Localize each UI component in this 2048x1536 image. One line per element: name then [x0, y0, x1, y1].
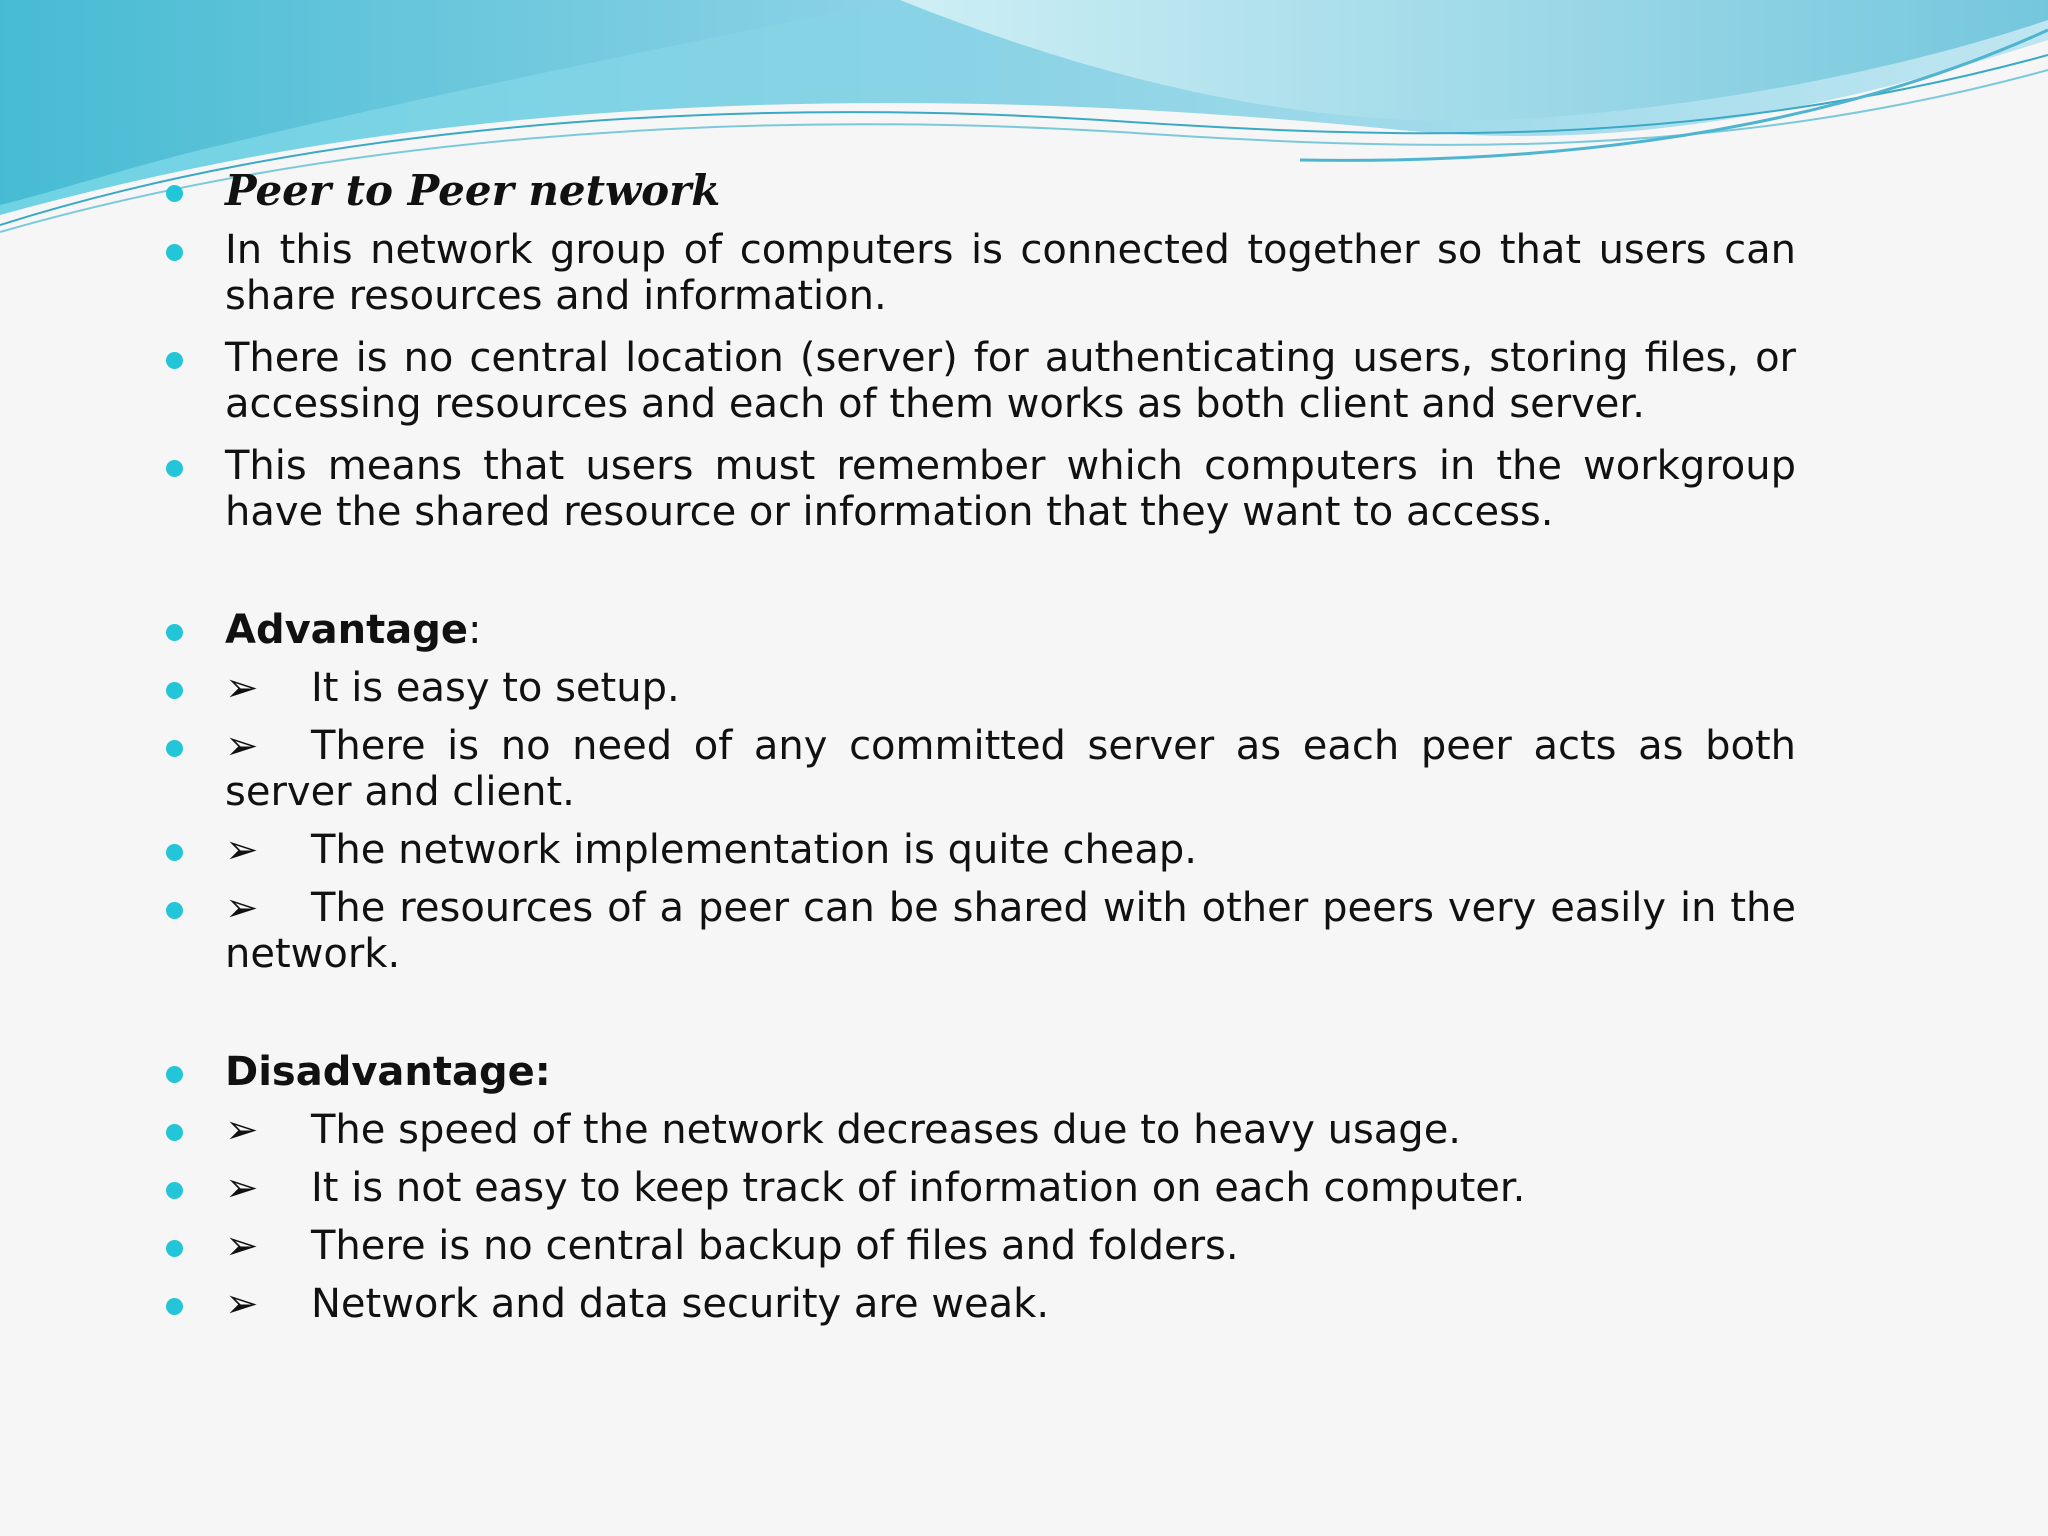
- bullet-dot: [166, 902, 183, 919]
- arrow-bullet-icon: ➢: [225, 1165, 259, 1211]
- advantage-heading-item: [160, 607, 1796, 653]
- bullet-dot: [166, 624, 183, 641]
- bullet-dot: [166, 244, 183, 261]
- advantage-text: There is no need of any committed server as each peer acts as both server and client.: [225, 723, 1796, 815]
- disadvantage-item: [160, 1107, 1796, 1153]
- arrow-bullet-icon: ➢: [225, 1281, 259, 1327]
- bullet-dot: [166, 1066, 183, 1083]
- intro-text: There is no central location (server) for authenticating users, storing files, or accessing resources and each of them works as both client and server.: [225, 335, 1796, 427]
- arrow-bullet-icon: ➢: [225, 723, 259, 769]
- arrow-bullet-icon: ➢: [225, 1107, 259, 1153]
- disadvantage-item: [160, 1223, 1796, 1269]
- advantage-heading: Advantage: [225, 607, 469, 653]
- bullet-dot: [166, 460, 183, 477]
- advantage-item: [160, 827, 1796, 873]
- intro-text: This means that users must remember which computers in the workgroup have the shared resource or information that they want to access.: [225, 443, 1796, 535]
- advantage-item: [160, 885, 1796, 977]
- bullet-dot: [166, 1124, 183, 1141]
- arrow-bullet-icon: ➢: [225, 885, 259, 931]
- disadvantage-item: [160, 1165, 1796, 1211]
- list-item-title: [160, 168, 1796, 215]
- bullet-dot: [166, 1240, 183, 1257]
- advantage-text: The resources of a peer can be shared with other peers very easily in the network.: [225, 885, 1796, 977]
- bullet-dot: [166, 1298, 183, 1315]
- list-item: [160, 335, 1796, 427]
- advantage-item: [160, 723, 1796, 815]
- advantage-item: [160, 665, 1796, 711]
- list-item: [160, 443, 1796, 535]
- slide-title: Peer to Peer network: [225, 166, 721, 215]
- disadvantage-item: [160, 1281, 1796, 1327]
- advantage-text: The network implementation is quite cheap.: [311, 827, 1198, 873]
- arrow-bullet-icon: ➢: [225, 827, 259, 873]
- bullet-dot: [166, 352, 183, 369]
- bullet-dot: [166, 844, 183, 861]
- disadvantage-text: Network and data security are weak.: [311, 1281, 1050, 1327]
- bullet-dot: [166, 740, 183, 757]
- advantage-text: It is easy to setup.: [311, 665, 680, 711]
- disadvantage-heading-item: [160, 1049, 1796, 1095]
- disadvantage-text: It is not easy to keep track of information on each computer.: [311, 1165, 1526, 1211]
- arrow-bullet-icon: ➢: [225, 665, 259, 711]
- bullet-dot: [166, 682, 183, 699]
- list-item: [160, 227, 1796, 319]
- disadvantage-text: The speed of the network decreases due to heavy usage.: [311, 1107, 1462, 1153]
- disadvantage-text: There is no central backup of files and folders.: [311, 1223, 1239, 1269]
- arrow-bullet-icon: ➢: [225, 1223, 259, 1269]
- bullet-dot: [166, 185, 183, 202]
- disadvantage-heading: Disadvantage:: [225, 1049, 551, 1095]
- advantage-heading-colon: :: [468, 607, 482, 653]
- bullet-dot: [166, 1182, 183, 1199]
- intro-text: In this network group of computers is connected together so that users can share resources and information.: [225, 227, 1796, 319]
- slide-content: [160, 168, 1796, 1339]
